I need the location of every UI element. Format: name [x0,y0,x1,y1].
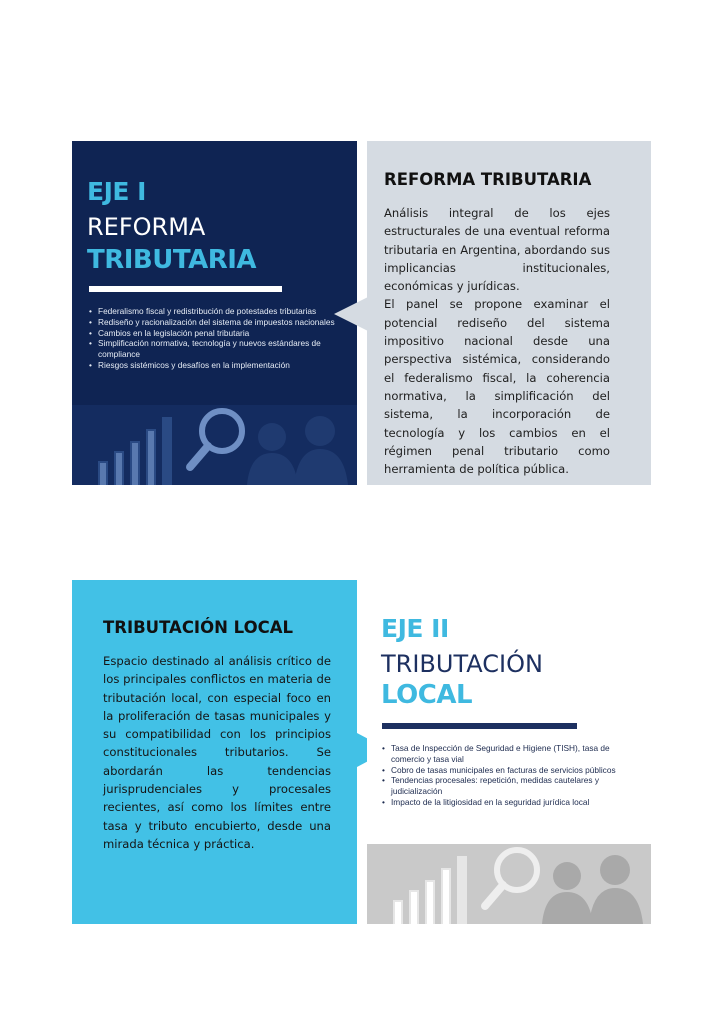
reforma-description-box [367,141,651,485]
eje2-panel [367,580,651,924]
reforma-title: REFORMA TRIBUTARIA [384,170,592,189]
list-item: • Impacto de la litigiosidad en la seguridad jurídica local [381,797,643,808]
eje2-title-line2: LOCAL [381,680,473,710]
list-item: • Riesgos sistémicos y desafíos en la implementación [88,360,350,371]
list-item: • Cobro de tasas municipales en facturas de servicios públicos [381,765,643,776]
eje1-title-line2: TRIBUTARIA [87,245,257,275]
business-analysis-illustration [72,405,357,485]
list-item: • Rediseño y racionalización del sistema de impuestos nacionales [88,317,350,328]
local-title: TRIBUTACIÓN LOCAL [103,618,293,637]
reforma-pointer-arrow [334,297,368,331]
eje1-divider [89,286,282,292]
list-item: • Cambios en la legislación penal tributaria [88,328,350,339]
eje1-panel [72,141,357,485]
eje2-label: EJE II [381,614,449,643]
eje2-topic-list [381,743,643,808]
eje2-divider [382,723,577,729]
eje1-title-line1: REFORMA [87,213,206,241]
eje1-label: EJE I [87,177,146,206]
list-item: • Tasa de Inspección de Seguridad e Higiene (TISH), tasa de comercio y tasa vial [381,743,643,765]
list-item: • Tendencias procesales: repetición, medidas cautelares y judicialización [381,775,643,797]
local-description-box [72,580,357,924]
reforma-paragraph-2: El panel se propone examinar el potencial rediseño del sistema impositivo nacional desde una perspectiva sistémica, considerando el federalismo fiscal, la coherencia normativa, la simplificación del sistema, la incorporación de tecnología y los cambios en el régimen penal tributario como herramienta de política pública. [384,297,610,477]
business-analysis-illustration [367,844,651,924]
eje2-title-line1: TRIBUTACIÓN [381,650,543,678]
reforma-description [384,204,610,478]
list-item: • Federalismo fiscal y redistribución de potestades tributarias [88,306,350,317]
list-item: • Simplificación normativa, tecnología y nuevos estándares de compliance [88,338,350,360]
local-description: Espacio destinado al análisis crítico de los principales conflictos en materia de tributación local, con especial foco en la proliferación de tasas municipales y su compatibilidad con los principios constitucionales tributarios. Se abordarán las tendencias jurisprudenciales y procesales recientes, así como los límites entre tasa y tributo encubierto, desde una mirada técnica y práctica. [103,654,331,851]
reforma-paragraph-1: Análisis integral de los ejes estructurales de una eventual reforma tributaria en Argentina, abordando sus implicancias institucionales, económicas y jurídicas. [384,206,610,294]
eje1-topic-list [88,306,350,371]
